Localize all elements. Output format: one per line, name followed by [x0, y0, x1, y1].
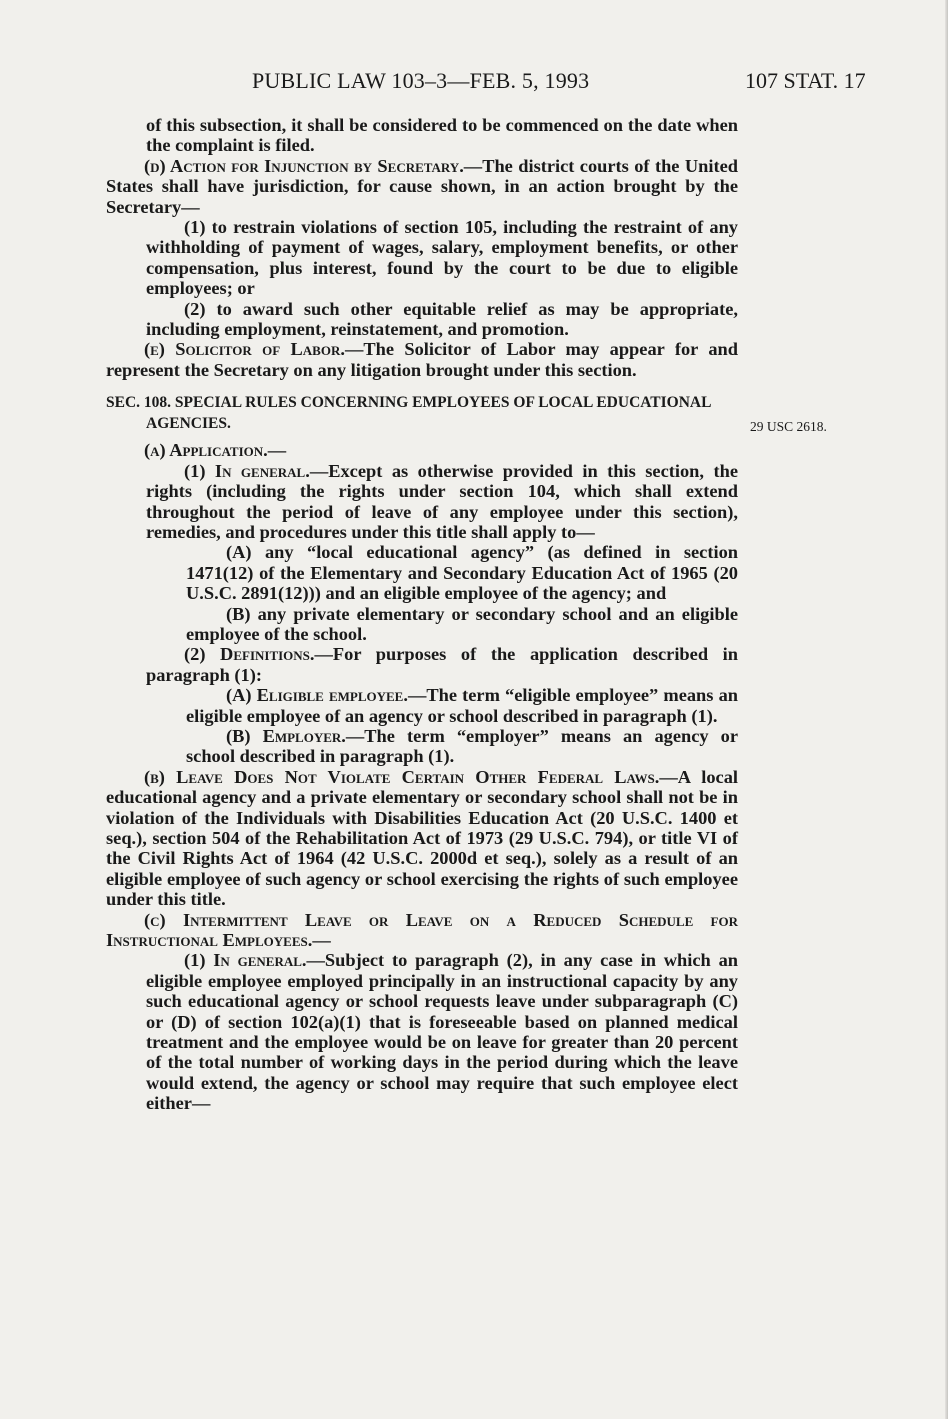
paragraph-a-2-heading: (2) Definitions. — [184, 644, 315, 665]
subparagraph-a-2-B-heading: (B) Employer. — [226, 725, 346, 746]
subsection-a-heading: (a) Application. — [144, 440, 268, 461]
subparagraph-a-2-A — [106, 685, 738, 726]
paragraph-c-1 — [106, 950, 738, 1113]
subsection-b — [106, 767, 738, 910]
paragraph-c-1-heading: (1) In general. — [184, 950, 307, 971]
subsection-a-text: — — [267, 440, 287, 461]
paragraph-d-2: (2) to award such other equitable relief as may be appropriate, including employment, reinstatement, and promotion. — [146, 298, 738, 340]
subsection-e — [106, 339, 738, 380]
subsection-c-heading: (c) Intermittent Leave or Leave on a Reduced Schedule for Instructional Employees. — [106, 909, 738, 951]
paragraph-c-1-text: —Subject to paragraph (2), in any case in which an eligible employee employed principally in an instructional capacity by any such educational agency or school requests leave under subparagraph (C) or (D) of section 102(a)(1) that is foreseeable based on planned medical treatment and the employee would be on leave for greater than 20 percent of the total number of working days in the period during which the leave would extend, the agency or school may require that such employee elect either— — [146, 950, 738, 1114]
continuation-paragraph: of this subsection, it shall be considered to be commenced on the date when the complaint is filed. — [146, 115, 738, 156]
section-108-heading: SEC. 108. SPECIAL RULES CONCERNING EMPLOYEES OF LOCAL EDUCATIONAL AGENCIES. — [106, 394, 711, 433]
subparagraph-a-2-B — [106, 726, 738, 767]
subsection-c — [106, 910, 738, 951]
subsection-e-heading: (e) Solicitor of Labor. — [144, 339, 345, 360]
statute-body — [106, 115, 738, 1114]
paragraph-d-1: (1) to restrain violations of section 105, including the restraint of any withholding of payment of wages, salary, employment benefits, or other compensation, plus interest, found by the court to be due to eligible employees; or — [146, 217, 738, 299]
subsection-d-text: —The district courts of the United States shall have jurisdiction, for cause shown, in an action brought by the Secretary— — [106, 155, 738, 217]
subsection-d-heading: (d) Action for Injunction by Secretary. — [144, 155, 464, 176]
subparagraph-a-1-A: (A) any “local educational agency” (as defined in section 1471(12) of the Elementary and Secondary Education Act of 1965 (20 U.S.C. 2891(12))) and an eligible employee of the agency; and — [186, 542, 738, 604]
subparagraph-a-2-A-heading: (A) Eligible employee. — [226, 685, 408, 706]
paragraph-a-2-text: —For purposes of the application described in paragraph (1): — [146, 644, 738, 685]
margin-citation: 29 USC 2618. — [750, 419, 827, 434]
running-header-title: PUBLIC LAW 103–3—FEB. 5, 1993 — [252, 68, 590, 93]
subparagraph-a-2-A-text: —The term “eligible employee” means an eligible employee of an agency or school described in paragraph (1). — [186, 685, 738, 726]
subparagraph-a-1-B: (B) any private elementary or secondary school and an eligible employee of the school. — [186, 603, 738, 644]
paragraph-a-2 — [106, 644, 738, 685]
paragraph-a-1-text: —Except as otherwise provided in this section, the rights (including the rights under section 104, which shall extend throughout the period of leave of any employee under this section), remedies, and procedures under this title shall apply to— — [146, 460, 738, 542]
subsection-b-heading: (b) Leave Does Not Violate Certain Other Federal Laws. — [144, 766, 660, 787]
subsection-a — [106, 440, 738, 460]
subsection-e-text: —The Solicitor of Labor may appear for and represent the Secretary on any litigation brought under this section. — [106, 339, 738, 380]
paragraph-a-1 — [106, 461, 738, 543]
subparagraph-a-2-B-text: —The term “employer” means an agency or school described in paragraph (1). — [186, 725, 739, 767]
paragraph-a-1-heading: (1) In general. — [184, 460, 310, 481]
statute-page-number: 107 STAT. 17 — [745, 68, 866, 93]
subsection-c-text: — — [312, 930, 331, 951]
subsection-d — [106, 156, 738, 217]
subsection-b-text: —A local educational agency and a private elementary or secondary school shall not be in violation of the Individuals with Disabilities Education Act (20 U.S.C. 1400 et seq.), section 504 of the Rehabilitation Act of 1973 (29 U.S.C. 794), or title VI of the Civil Rights Act of 1964 (42 U.S.C. 2000d et seq.), solely as a result of an eligible employee of such agency or school exercising the rights of such employee under this title. — [106, 766, 738, 910]
